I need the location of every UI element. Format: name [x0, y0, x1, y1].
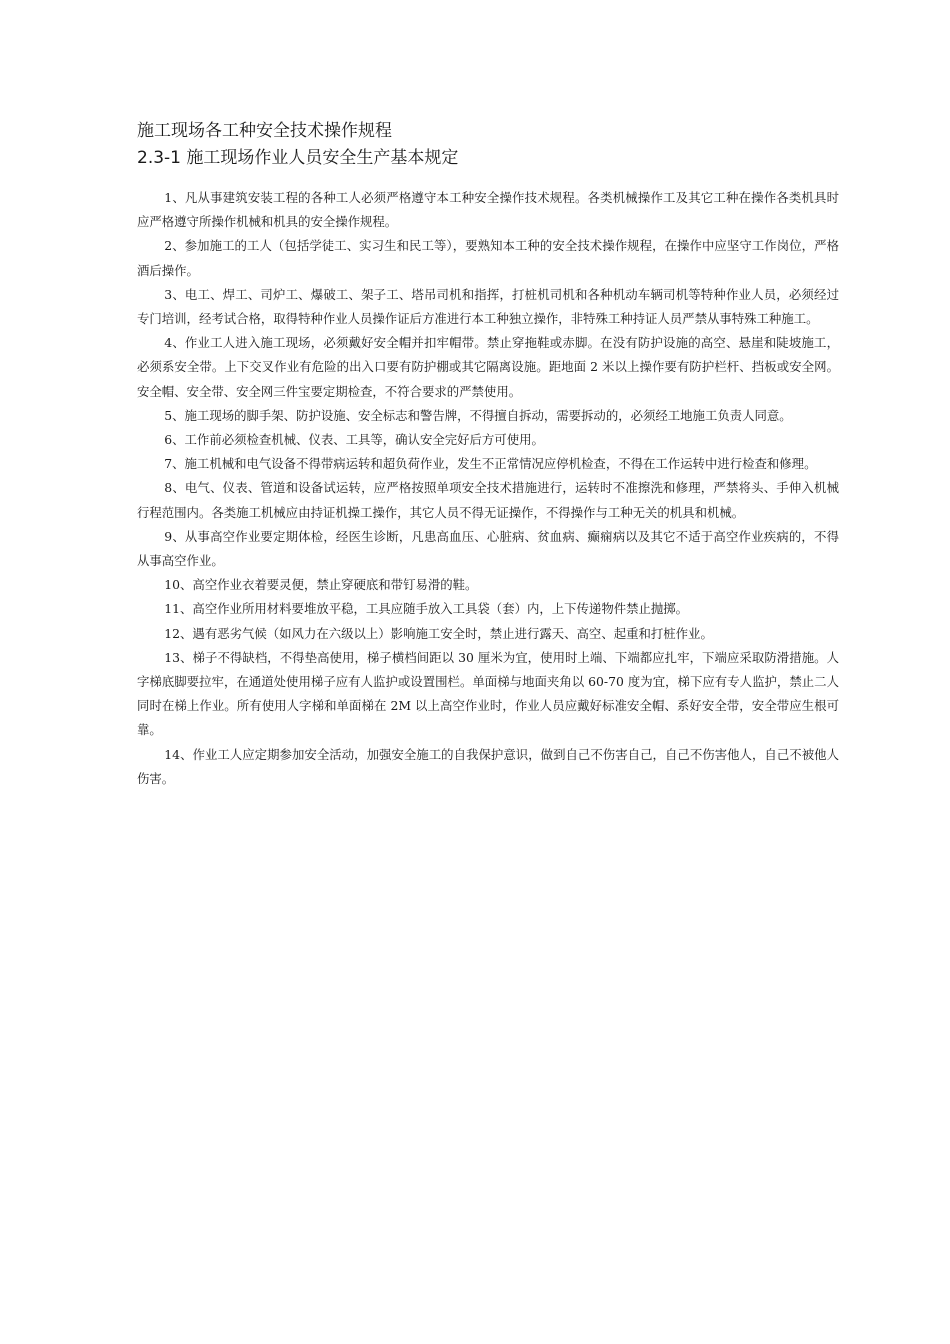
paragraph-11: 11、高空作业所用材料要堆放平稳，工具应随手放入工具袋（套）内，上下传递物件禁止抛掷。: [164, 601, 689, 617]
paragraph-13: 13、梯子不得缺档，不得垫高使用，梯子横档间距以 30 厘米为宜，使用时上端、下端都应扎牢，下端应采取防滑措施。人字梯底脚要拉牢，在通道处使用梯子应有人监护或设置围栏。单面梯与地面夹角以 60-70 度为宜，梯下应有专人监护，禁止二人同时在梯上作业。所有使用人字梯和单面梯在 2M 以上高空作业时，作业人员应戴好标准安全帽、系好安全带，安全带应生根可靠。: [137, 649, 839, 738]
document-body: [137, 186, 839, 791]
paragraph-9: 9、从事高空作业要定期体检，经医生诊断，凡患高血压、心脏病、贫血病、癫痫病以及其它不适于高空作业疾病的，不得从事高空作业。: [137, 528, 839, 569]
paragraph-14: 14、作业工人应定期参加安全活动，加强安全施工的自我保护意识，做到自己不伤害自己，自己不伤害他人，自己不被他人伤害。: [137, 746, 839, 786]
document-page: [137, 118, 839, 791]
paragraph-6: 6、工作前必须检查机械、仪表、工具等，确认安全完好后方可使用。: [164, 432, 544, 448]
section-title: 2.3-1 施工现场作业人员安全生产基本规定: [137, 148, 459, 168]
paragraph-10: 10、高空作业衣着要灵便，禁止穿硬底和带钉易滑的鞋。: [164, 577, 478, 593]
document-title: 施工现场各工种安全技术操作规程: [137, 121, 392, 141]
paragraph-12: 12、遇有恶劣气候（如风力在六级以上）影响施工安全时，禁止进行露天、高空、起重和打桩作业。: [164, 625, 713, 641]
paragraph-4: 4、作业工人进入施工现场，必须戴好安全帽并扣牢帽带。禁止穿拖鞋或赤脚。在没有防护设施的高空、悬崖和陡坡施工，必须系安全带。上下交叉作业有危险的出入口要有防护棚或其它隔离设施。距地面 2 米以上操作要有防护栏杆、挡板或安全网。安全帽、安全带、安全网三件宝要定期检查，不符合要求的严禁使用。: [137, 335, 839, 399]
paragraph-8: 8、电气、仪表、管道和设备试运转，应严格按照单项安全技术措施进行，运转时不准擦洗和修理，严禁将头、手伸入机械行程范围内。各类施工机械应由持证机操工操作，其它人员不得无证操作，不得操作与工种无关的机具和机械。: [137, 480, 839, 520]
paragraph-5: 5、施工现场的脚手架、防护设施、安全标志和警告牌，不得擅自拆动，需要拆动的，必须经工地施工负责人同意。: [164, 407, 792, 423]
paragraph-3: 3、电工、焊工、司炉工、爆破工、架子工、塔吊司机和指挥，打桩机司机和各种机动车辆司机等特种作业人员，必须经过专门培训，经考试合格，取得特种作业人员操作证后方准进行本工种独立操作，非特殊工种持证人员严禁从事特殊工种施工。: [137, 286, 839, 327]
paragraph-7: 7、施工机械和电气设备不得带病运转和超负荷作业，发生不正常情况应停机检查，不得在工作运转中进行检查和修理。: [164, 456, 817, 472]
paragraph-2: 2、参加施工的工人（包括学徒工、实习生和民工等），要熟知本工种的安全技术操作规程，在操作中应坚守工作岗位，严格酒后操作。: [137, 238, 839, 278]
paragraph-1: 1、凡从事建筑安装工程的各种工人必须严格遵守本工种安全操作技术规程。各类机械操作工及其它工种在操作各类机具时应严格遵守所操作机械和机具的安全操作规程。: [137, 190, 839, 230]
